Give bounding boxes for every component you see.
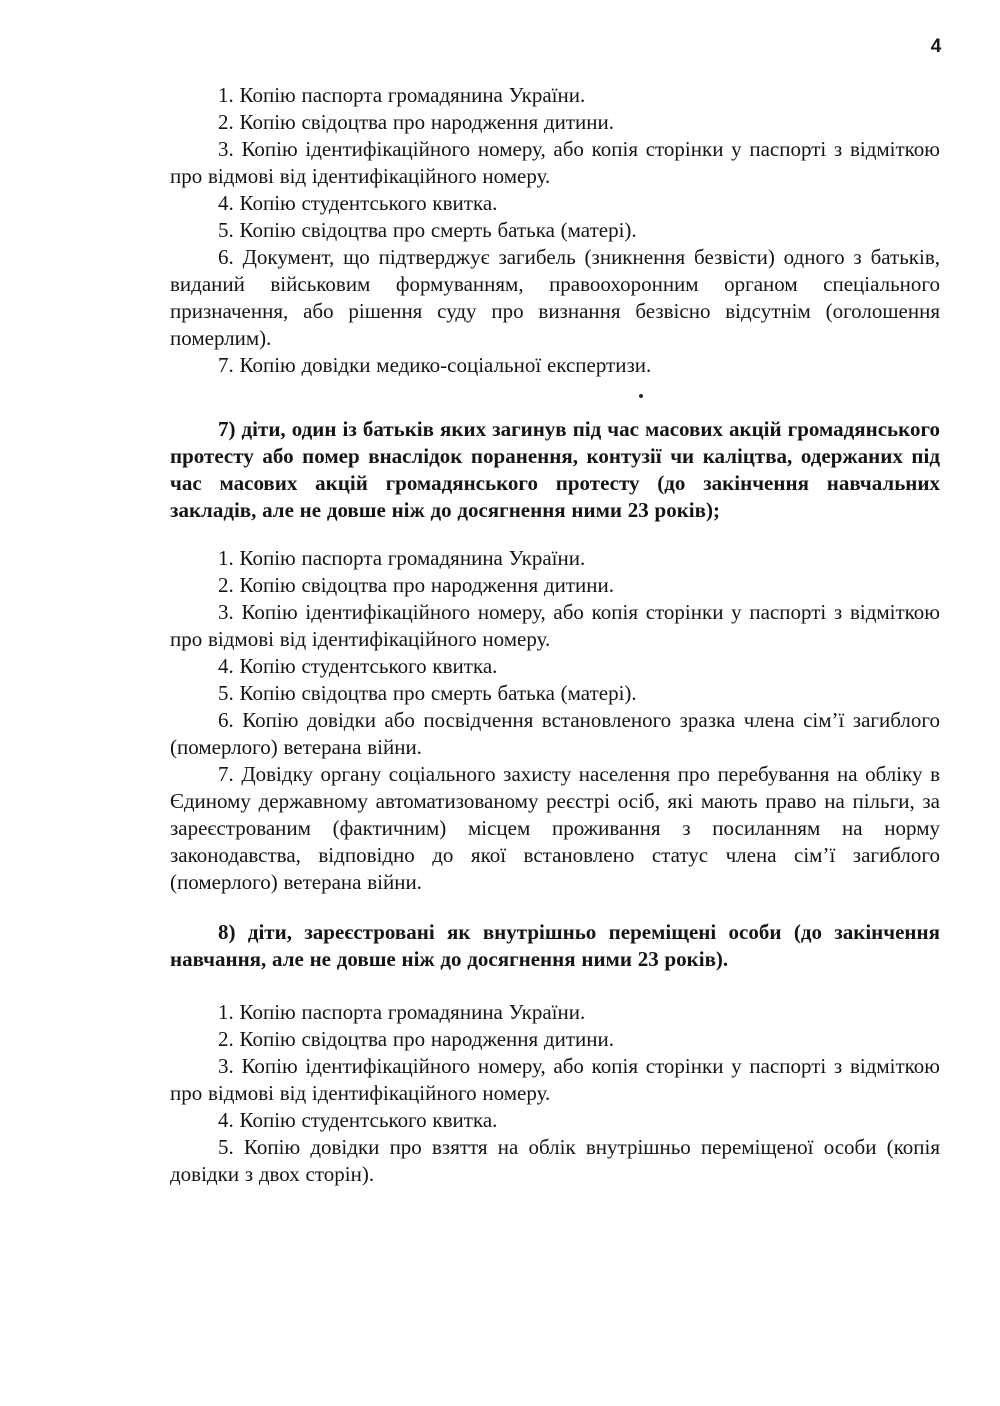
list-item: 3. Копію ідентифікаційного номеру, або копія сторінки у паспорті з відміткою про відмові від ідентифікаційного номеру. (170, 600, 940, 651)
section-heading-8: 8) діти, зареєстровані як внутрішньо переміщені особи (до закінчення навчання, але не довше ніж до досягнення ними 23 років). (170, 920, 940, 971)
list-item: 2. Копію свідоцтва про народження дитини. (218, 1027, 614, 1051)
list-item: 1. Копію паспорта громадянина України. (218, 546, 586, 570)
section-heading-7: 7) діти, один із батьків яких загинув під час масових акцій громадянського протесту або помер внаслідок поранення, контузії чи каліцтва, одержаних під час масових акцій громадянського протесту (до закінчення навчальних закладів, але не довше ніж до досягнення ними 23 років); (170, 417, 940, 522)
page-number: 4 (930, 36, 942, 57)
list-item: 5. Копію свідоцтва про смерть батька (матері). (218, 681, 637, 705)
scan-artifact-dot (639, 394, 643, 398)
page-content (170, 82, 940, 1188)
list-item: 6. Документ, що підтверджує загибель (зникнення безвісти) одного з батьків, виданий військовим формуванням, правоохоронним органом спеціального призначення, або рішення суду про визнання безвісно відсутнім (оголошення померлим). (170, 245, 940, 350)
documents-list-3 (170, 999, 940, 1188)
list-item: 2. Копію свідоцтва про народження дитини. (218, 110, 614, 134)
list-item: 4. Копію студентського квитка. (218, 1108, 498, 1132)
list-item: 5. Копію довідки про взяття на облік внутрішньо переміщеної особи (копія довідки з двох сторін). (170, 1135, 940, 1186)
list-item: 7. Довідку органу соціального захисту населення про перебування на обліку в Єдиному державному автоматизованому реєстрі осіб, які мають право на пільги, за зареєстрованим (фактичним) місцем проживання з посиланням на норму законодавства, відповідно до якої встановлено статус члена сім’ї загиблого (померлого) ветерана війни. (170, 762, 940, 894)
list-item: 1. Копію паспорта громадянина України. (218, 83, 586, 107)
list-item: 5. Копію свідоцтва про смерть батька (матері). (218, 218, 637, 242)
documents-list-1 (170, 82, 940, 379)
list-item: 4. Копію студентського квитка. (218, 191, 498, 215)
list-item: 1. Копію паспорта громадянина України. (218, 1000, 586, 1024)
list-item: 3. Копію ідентифікаційного номеру, або копія сторінки у паспорті з відміткою про відмові від ідентифікаційного номеру. (170, 1054, 940, 1105)
list-item: 3. Копію ідентифікаційного номеру, або копія сторінки у паспорті з відміткою про відмові від ідентифікаційного номеру. (170, 137, 940, 188)
list-item: 2. Копію свідоцтва про народження дитини. (218, 573, 614, 597)
list-item: 7. Копію довідки медико-соціальної експертизи. (218, 353, 652, 377)
documents-list-2 (170, 545, 940, 896)
list-item: 4. Копію студентського квитка. (218, 654, 498, 678)
list-item: 6. Копію довідки або посвідчення встановленого зразка члена сім’ї загиблого (померлого) ветерана війни. (170, 708, 940, 759)
